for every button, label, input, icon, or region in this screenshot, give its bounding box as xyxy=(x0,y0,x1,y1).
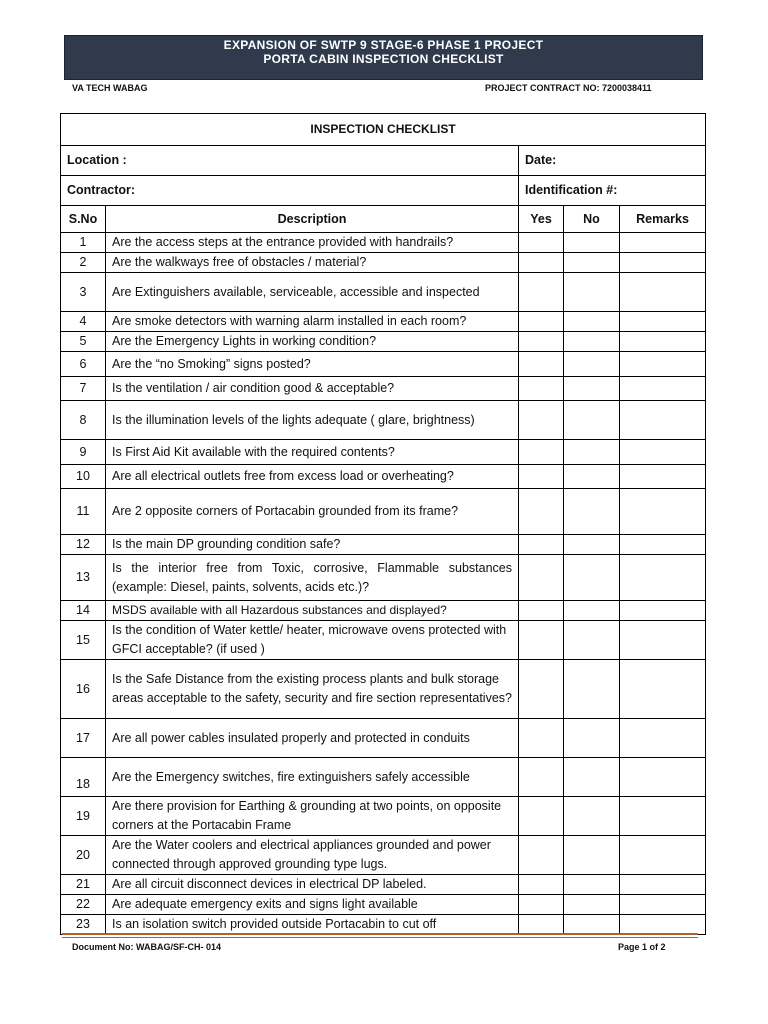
item-number: 17 xyxy=(61,719,106,758)
table-row xyxy=(61,312,706,332)
remarks-cell[interactable] xyxy=(620,660,706,719)
table-row xyxy=(61,758,706,797)
item-description: Are the Emergency switches, fire extinguishers safely accessible xyxy=(106,758,519,797)
no-cell[interactable] xyxy=(564,332,620,352)
yes-cell[interactable] xyxy=(519,273,564,312)
yes-cell[interactable] xyxy=(519,758,564,797)
item-number: 8 xyxy=(61,401,106,440)
company-name: VA TECH WABAG xyxy=(72,83,148,93)
remarks-cell[interactable] xyxy=(620,915,706,935)
item-number: 21 xyxy=(61,875,106,895)
document-title-banner xyxy=(64,35,703,80)
item-description: Are the walkways free of obstacles / material? xyxy=(106,253,519,273)
table-row xyxy=(61,440,706,465)
item-description: Is the Safe Distance from the existing process plants and bulk storage areas acceptable to the safety, security and fire section representatives? xyxy=(106,660,519,719)
yes-cell[interactable] xyxy=(519,401,564,440)
yes-cell[interactable] xyxy=(519,332,564,352)
remarks-cell[interactable] xyxy=(620,535,706,555)
yes-cell[interactable] xyxy=(519,875,564,895)
item-description: Is the interior free from Toxic, corrosive, Flammable substances (example: Diesel, paints, solvents, acids etc.)? xyxy=(106,555,519,601)
table-row xyxy=(61,332,706,352)
remarks-cell[interactable] xyxy=(620,555,706,601)
remarks-cell[interactable] xyxy=(620,719,706,758)
contractor-row xyxy=(61,176,706,206)
item-number: 7 xyxy=(61,377,106,401)
item-description: Is the illumination levels of the lights adequate ( glare, brightness) xyxy=(106,401,519,440)
identification-field[interactable]: Identification #: xyxy=(519,176,706,206)
no-cell[interactable] xyxy=(564,758,620,797)
table-row xyxy=(61,836,706,875)
remarks-cell[interactable] xyxy=(620,401,706,440)
inspection-checklist-table xyxy=(60,113,706,935)
no-cell[interactable] xyxy=(564,273,620,312)
item-number: 3 xyxy=(61,273,106,312)
no-cell[interactable] xyxy=(564,875,620,895)
item-description: Are the Water coolers and electrical appliances grounded and power connected through approved grounding type lugs. xyxy=(106,836,519,875)
table-row xyxy=(61,660,706,719)
item-number: 22 xyxy=(61,895,106,915)
no-cell[interactable] xyxy=(564,401,620,440)
no-cell[interactable] xyxy=(564,621,620,660)
document-number: Document No: WABAG/SF-CH- 014 xyxy=(72,942,222,952)
item-number: 10 xyxy=(61,465,106,489)
remarks-cell[interactable] xyxy=(620,758,706,797)
no-cell[interactable] xyxy=(564,352,620,377)
table-row xyxy=(61,377,706,401)
yes-cell[interactable] xyxy=(519,312,564,332)
yes-cell[interactable] xyxy=(519,535,564,555)
table-row xyxy=(61,535,706,555)
yes-cell[interactable] xyxy=(519,377,564,401)
item-description: Is an isolation switch provided outside Portacabin to cut off xyxy=(106,915,519,935)
no-cell[interactable] xyxy=(564,465,620,489)
no-cell[interactable] xyxy=(564,440,620,465)
remarks-cell[interactable] xyxy=(620,621,706,660)
item-description: Are Extinguishers available, serviceable, accessible and inspected xyxy=(106,273,519,312)
item-number: 4 xyxy=(61,312,106,332)
table-row xyxy=(61,401,706,440)
location-field[interactable]: Location : xyxy=(61,146,519,176)
table-row xyxy=(61,352,706,377)
table-row xyxy=(61,875,706,895)
contractor-field[interactable]: Contractor: xyxy=(61,176,519,206)
remarks-cell[interactable] xyxy=(620,489,706,535)
no-cell[interactable] xyxy=(564,555,620,601)
no-cell[interactable] xyxy=(564,535,620,555)
checklist-title: PORTA CABIN INSPECTION CHECKLIST xyxy=(263,52,504,66)
remarks-cell[interactable] xyxy=(620,273,706,312)
item-number: 20 xyxy=(61,836,106,875)
item-description: Is the main DP grounding condition safe? xyxy=(106,535,519,555)
yes-cell[interactable] xyxy=(519,253,564,273)
sno-header: S.No xyxy=(61,206,106,233)
no-header: No xyxy=(564,206,620,233)
yes-header: Yes xyxy=(519,206,564,233)
yes-cell[interactable] xyxy=(519,797,564,836)
item-number: 9 xyxy=(61,440,106,465)
yes-cell[interactable] xyxy=(519,233,564,253)
item-number: 14 xyxy=(61,601,106,621)
remarks-cell[interactable] xyxy=(620,465,706,489)
item-description: Is the ventilation / air condition good & acceptable? xyxy=(106,377,519,401)
column-header-row xyxy=(61,206,706,233)
remarks-cell[interactable] xyxy=(620,377,706,401)
no-cell[interactable] xyxy=(564,797,620,836)
item-number: 11 xyxy=(61,489,106,535)
table-row xyxy=(61,915,706,935)
yes-cell[interactable] xyxy=(519,601,564,621)
table-row xyxy=(61,273,706,312)
yes-cell[interactable] xyxy=(519,836,564,875)
table-row xyxy=(61,233,706,253)
item-description: Are all circuit disconnect devices in electrical DP labeled. xyxy=(106,875,519,895)
item-description: Are all electrical outlets free from excess load or overheating? xyxy=(106,465,519,489)
no-cell[interactable] xyxy=(564,836,620,875)
item-description: Are the Emergency Lights in working condition? xyxy=(106,332,519,352)
table-row xyxy=(61,621,706,660)
remarks-cell[interactable] xyxy=(620,332,706,352)
table-heading-row xyxy=(61,114,706,146)
item-number: 13 xyxy=(61,555,106,601)
table-row xyxy=(61,797,706,836)
yes-cell[interactable] xyxy=(519,895,564,915)
item-description: Are 2 opposite corners of Portacabin grounded from its frame? xyxy=(106,489,519,535)
item-description: Are adequate emergency exits and signs light available xyxy=(106,895,519,915)
item-number: 1 xyxy=(61,233,106,253)
item-number: 16 xyxy=(61,660,106,719)
item-description: Are the “no Smoking” signs posted? xyxy=(106,352,519,377)
description-header: Description xyxy=(106,206,519,233)
table-row xyxy=(61,465,706,489)
item-description: Are smoke detectors with warning alarm installed in each room? xyxy=(106,312,519,332)
no-cell[interactable] xyxy=(564,489,620,535)
remarks-cell[interactable] xyxy=(620,352,706,377)
item-number: 15 xyxy=(61,621,106,660)
no-cell[interactable] xyxy=(564,233,620,253)
remarks-cell[interactable] xyxy=(620,312,706,332)
project-title: EXPANSION OF SWTP 9 STAGE-6 PHASE 1 PROJECT xyxy=(223,38,544,52)
remarks-header: Remarks xyxy=(620,206,706,233)
yes-cell[interactable] xyxy=(519,660,564,719)
no-cell[interactable] xyxy=(564,253,620,273)
no-cell[interactable] xyxy=(564,915,620,935)
contract-number: PROJECT CONTRACT NO: 7200038411 xyxy=(485,83,652,93)
item-description: Are all power cables insulated properly and protected in conduits xyxy=(106,719,519,758)
item-number: 18 xyxy=(61,758,106,797)
yes-cell[interactable] xyxy=(519,915,564,935)
item-number: 19 xyxy=(61,797,106,836)
item-number: 12 xyxy=(61,535,106,555)
yes-cell[interactable] xyxy=(519,489,564,535)
item-description: Is the condition of Water kettle/ heater, microwave ovens protected with GFCI acceptable? (if used ) xyxy=(106,621,519,660)
item-number: 6 xyxy=(61,352,106,377)
item-description: Are the access steps at the entrance provided with handrails? xyxy=(106,233,519,253)
no-cell[interactable] xyxy=(564,660,620,719)
no-cell[interactable] xyxy=(564,719,620,758)
footer-rule-thin xyxy=(62,937,698,938)
remarks-cell[interactable] xyxy=(620,253,706,273)
footer-rule-thick xyxy=(62,933,698,935)
yes-cell[interactable] xyxy=(519,555,564,601)
item-number: 23 xyxy=(61,915,106,935)
yes-cell[interactable] xyxy=(519,352,564,377)
location-row xyxy=(61,146,706,176)
remarks-cell[interactable] xyxy=(620,601,706,621)
table-row xyxy=(61,719,706,758)
yes-cell[interactable] xyxy=(519,440,564,465)
table-row xyxy=(61,253,706,273)
checklist-heading: INSPECTION CHECKLIST xyxy=(61,114,706,146)
yes-cell[interactable] xyxy=(519,621,564,660)
item-description: Is First Aid Kit available with the required contents? xyxy=(106,440,519,465)
table-row xyxy=(61,895,706,915)
date-field[interactable]: Date: xyxy=(519,146,706,176)
table-row xyxy=(61,601,706,621)
remarks-cell[interactable] xyxy=(620,233,706,253)
item-number: 5 xyxy=(61,332,106,352)
remarks-cell[interactable] xyxy=(620,895,706,915)
remarks-cell[interactable] xyxy=(620,836,706,875)
remarks-cell[interactable] xyxy=(620,440,706,465)
no-cell[interactable] xyxy=(564,601,620,621)
no-cell[interactable] xyxy=(564,377,620,401)
yes-cell[interactable] xyxy=(519,719,564,758)
no-cell[interactable] xyxy=(564,895,620,915)
no-cell[interactable] xyxy=(564,312,620,332)
remarks-cell[interactable] xyxy=(620,797,706,836)
item-number: 2 xyxy=(61,253,106,273)
item-description: MSDS available with all Hazardous substances and displayed? xyxy=(106,601,519,621)
remarks-cell[interactable] xyxy=(620,875,706,895)
table-row xyxy=(61,489,706,535)
page-number: Page 1 of 2 xyxy=(618,942,666,952)
item-description: Are there provision for Earthing & grounding at two points, on opposite corners at the Portacabin Frame xyxy=(106,797,519,836)
table-row xyxy=(61,555,706,601)
yes-cell[interactable] xyxy=(519,465,564,489)
